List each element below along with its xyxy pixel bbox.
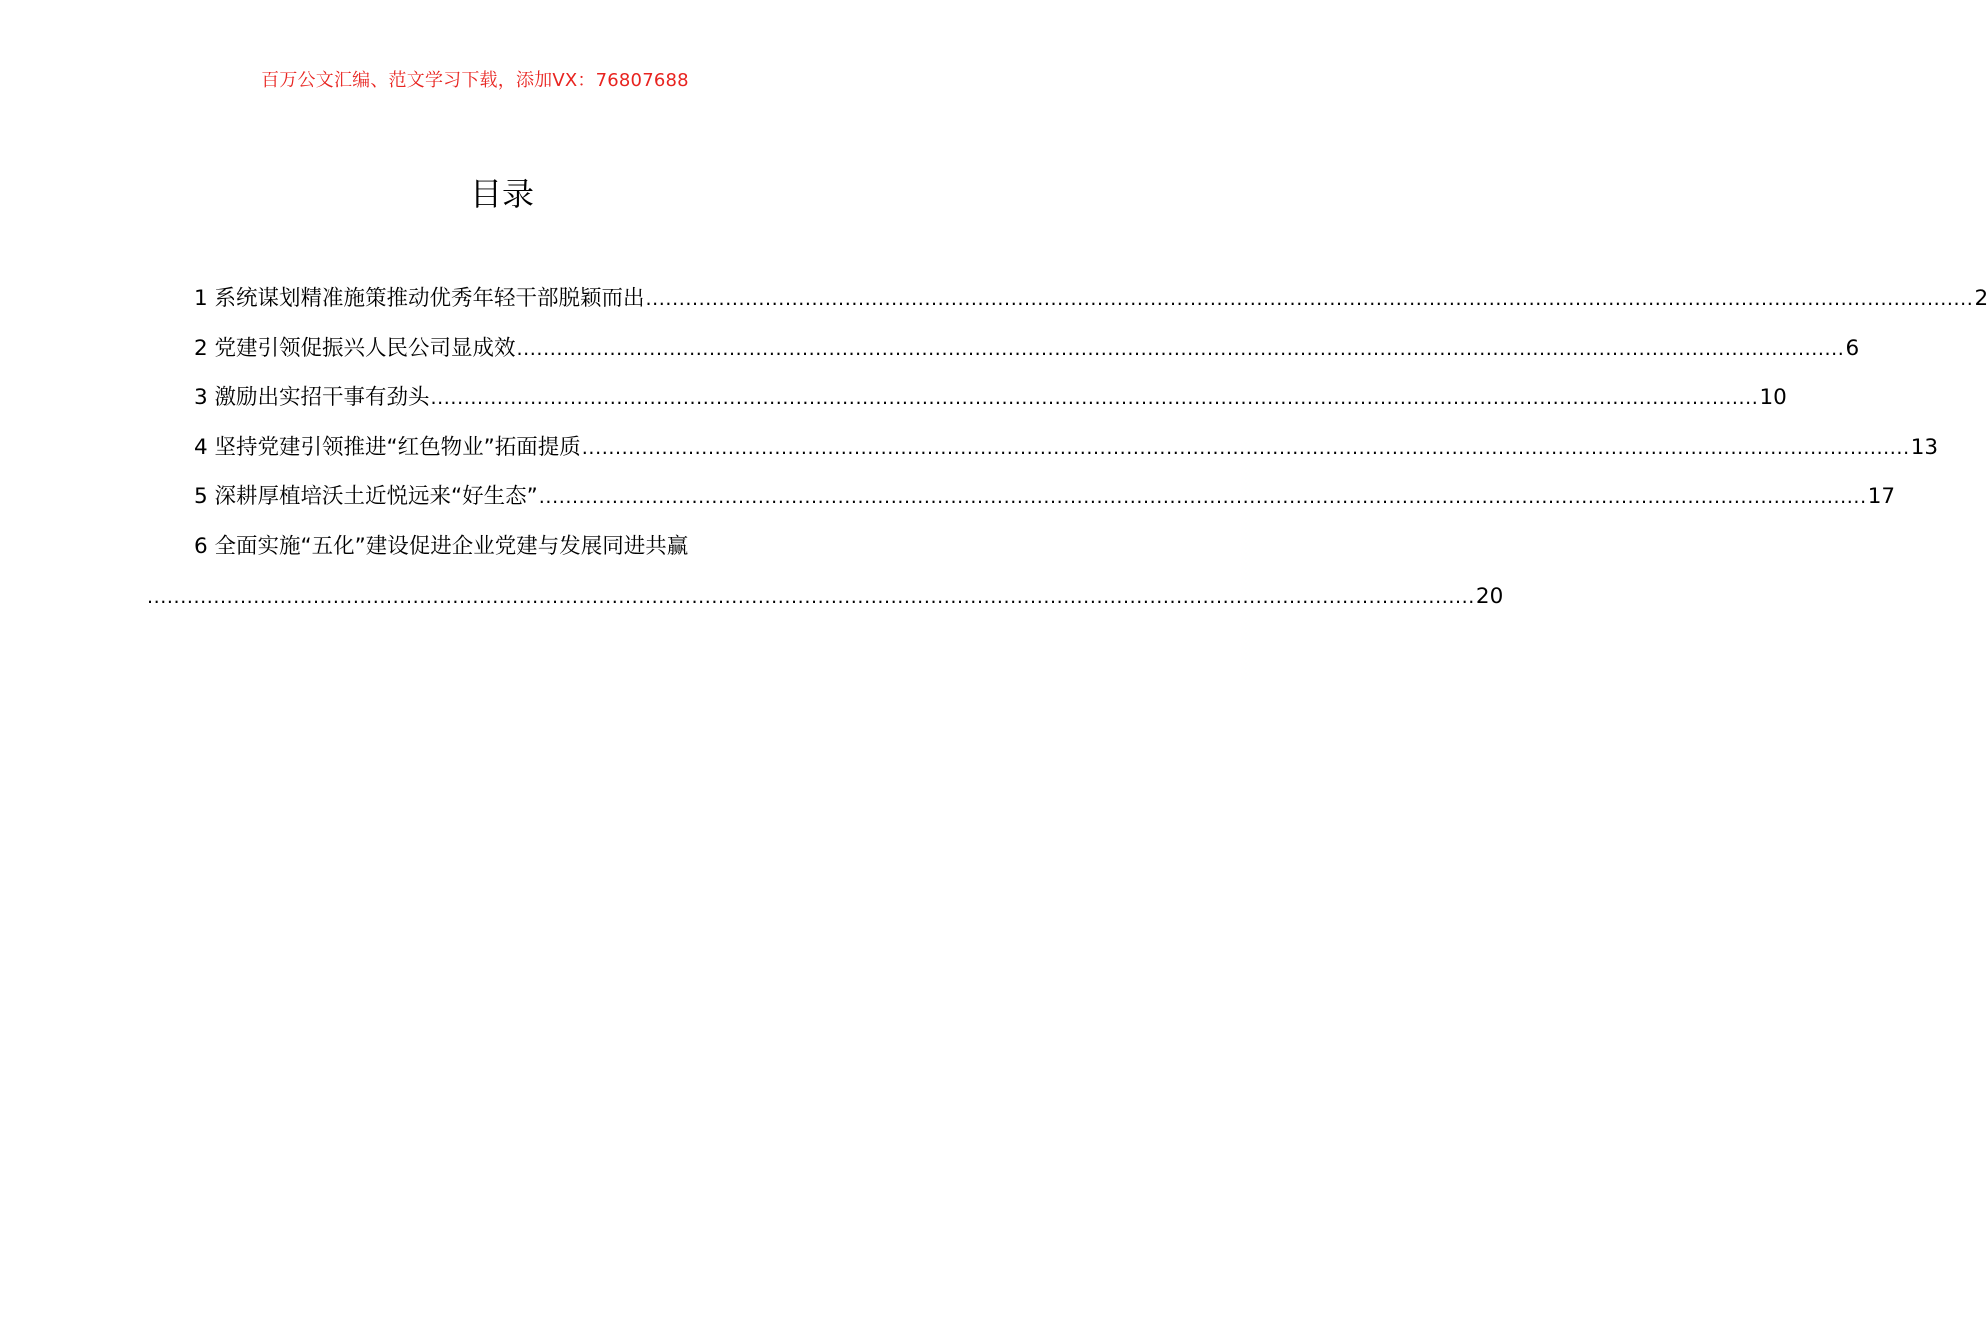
toc-entry[interactable] [146, 527, 1504, 626]
toc-dot-leader: ........................................................................................................................................................................................................ [538, 486, 1867, 509]
toc-entry[interactable] [146, 428, 1939, 478]
toc-dot-leader: ........................................................................................................................................................................................................ [516, 337, 1845, 360]
toc-page-number: 6 [1845, 335, 1860, 361]
toc-entry-title: 5 深耕厚植培沃土近悦远来“好生态” [194, 484, 538, 510]
toc-page-number: 20 [1475, 583, 1504, 609]
toc-page-number: 13 [1910, 434, 1939, 460]
toc-entry-title: 6 全面实施“五化”建设促进企业党建与发展同进共赢 [194, 533, 689, 559]
toc-page-number: 10 [1759, 385, 1787, 411]
header-watermark-note: 百万公文汇编、范文学习下载，添加VX：76807688 [261, 70, 689, 91]
toc-dot-leader: ........................................................................................................................................................................................................ [430, 387, 1759, 410]
toc-entry[interactable] [146, 279, 1988, 329]
toc-entry[interactable] [146, 329, 1860, 379]
toc-entry[interactable] [146, 477, 1896, 527]
toc-entry-title: 3 激励出实招干事有劲头 [194, 385, 430, 411]
toc-dot-leader: ........................................................................................................................................................................................................ [581, 436, 1910, 459]
table-of-contents [146, 279, 1988, 626]
toc-entry[interactable] [146, 378, 1787, 428]
toc-dot-leader: ........................................................................................................................................................................................................ [147, 585, 1475, 608]
toc-dot-leader: ........................................................................................................................................................................................................ [645, 288, 1974, 310]
toc-entry-title: 4 坚持党建引领推进“红色物业”拓面提质 [194, 434, 581, 460]
toc-title: 目录 [469, 175, 534, 213]
toc-page-number: 2 [1974, 286, 1988, 311]
toc-entry-title: 2 党建引领促振兴人民公司显成效 [194, 335, 516, 361]
toc-leader-line [146, 577, 1504, 627]
toc-page-number: 17 [1867, 484, 1896, 510]
toc-entry-title: 1 系统谋划精准施策推动优秀年轻干部脱颖而出 [194, 286, 645, 311]
